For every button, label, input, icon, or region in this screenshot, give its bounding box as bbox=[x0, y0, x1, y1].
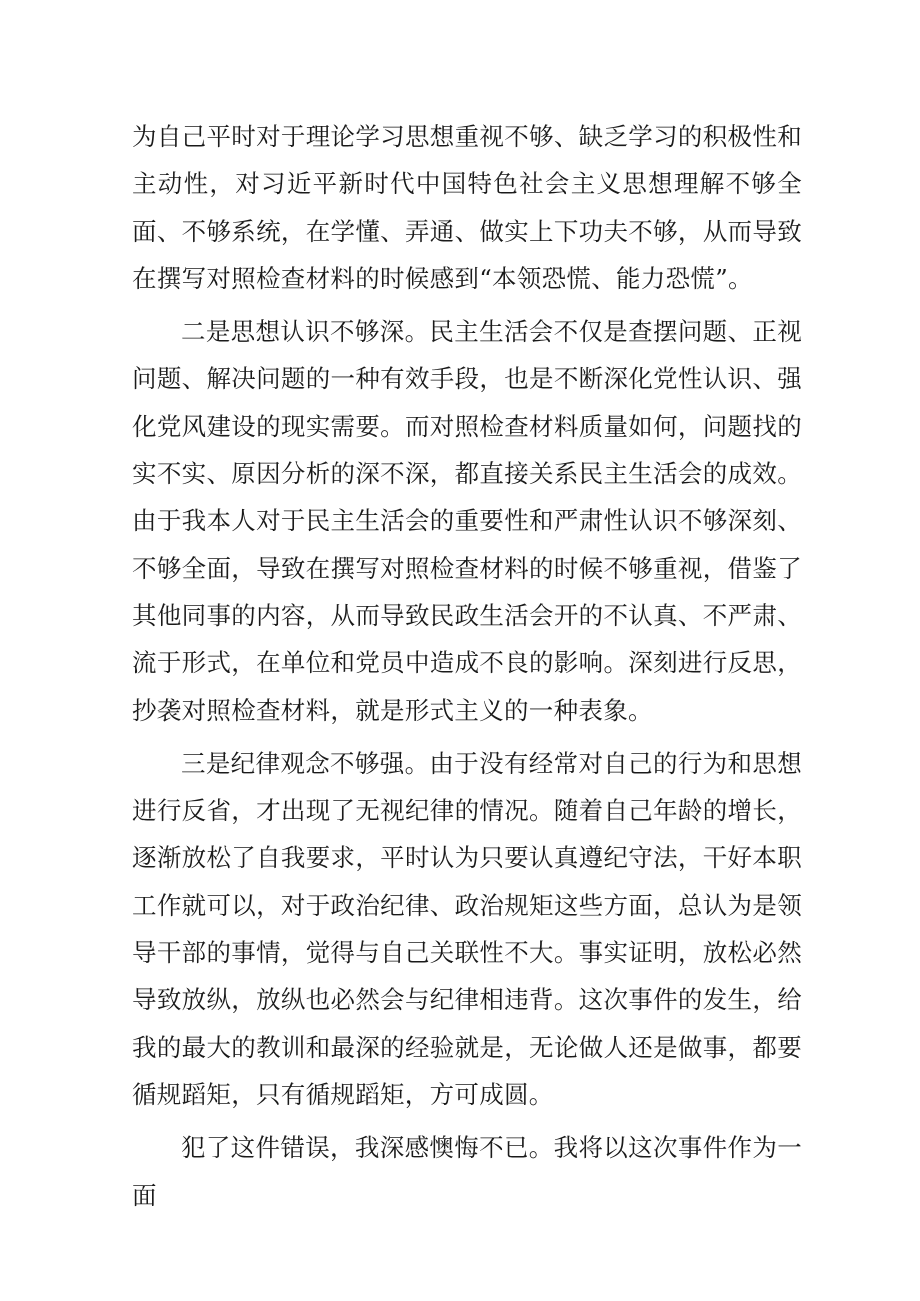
document-body bbox=[132, 113, 802, 1225]
paragraph-continued: 为自己平时对于理论学习思想重视不够、缺乏学习的积极性和主动性，对习近平新时代中国特色社会主义思想理解不够全面、不够系统，在学懂、弄通、做实上下功夫不够，从而导致在撰写对照检查材料的时候感到“本领恐慌、能力恐慌”。 bbox=[132, 122, 802, 293]
paragraph-thinking-awareness: 二是思想认识不够深。民主生活会不仅是查摆问题、正视问题、解决问题的一种有效手段，也是不断深化党性认识、强化党风建设的现实需要。而对照检查材料质量如何，问题找的实不实、原因分析的深不深，都直接关系民主生活会的成效。由于我本人对于民主生活会的重要性和严肃性认识不够深刻、不够全面，导致在撰写对照检查材料的时候不够重视，借鉴了其他同事的内容，从而导致民政生活会开的不认真、不严肃、流于形式，在单位和党员中造成不良的影响。深刻进行反思，抄袭对照检查材料，就是形式主义的一种表象。 bbox=[132, 317, 802, 725]
paragraph-regret: 犯了这件错误，我深感懊悔不已。我将以这次事件作为一面 bbox=[132, 1133, 802, 1210]
paragraph-discipline: 三是纪律观念不够强。由于没有经常对自己的行为和思想进行反省，才出现了无视纪律的情况。随着自己年龄的增长，逐渐放松了自我要求，平时认为只要认真遵纪守法，干好本职工作就可以，对于政治纪律、政治规矩这些方面，总认为是领导干部的事情，觉得与自己关联性不大。事实证明，放松必然导致放纵，放纵也必然会与纪律相违背。这次事件的发生，给我的最大的教训和最深的经验就是，无论做人还是做事，都要循规蹈矩，只有循规蹈矩，方可成圆。 bbox=[132, 748, 802, 1109]
